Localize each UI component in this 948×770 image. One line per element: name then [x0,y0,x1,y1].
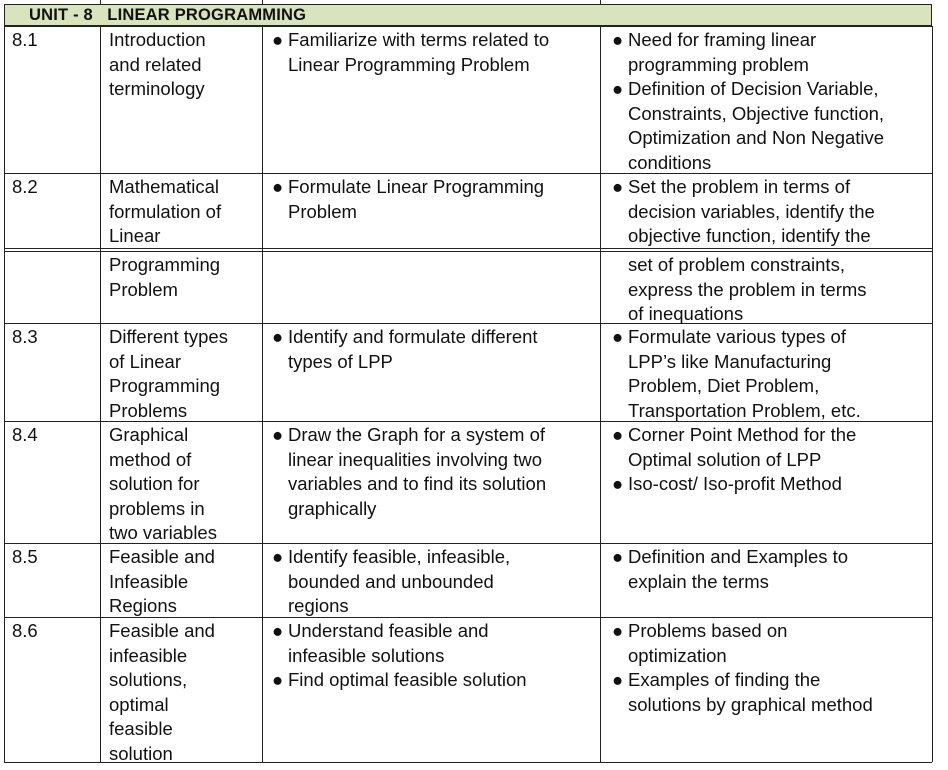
bullet-icon: ● [612,669,624,690]
unit-number: UNIT - 8 [29,6,93,24]
bullet-text [288,619,489,668]
bullet-text [628,77,884,175]
topic-cell [109,545,215,619]
bullet-text [288,545,510,619]
bullet-line: conditions [628,151,712,173]
bullet-line: Formulate Linear Programming [288,176,545,197]
content-cell [612,253,867,327]
unit-header-bar [4,4,932,26]
topic-line: infeasible [109,644,188,666]
bullet-icon: ● [612,29,624,50]
content-cell [612,619,873,717]
bullet-line: objective function, identify the [628,225,871,246]
bullet-text [628,175,875,249]
unit-header-title [29,6,306,25]
topic-line: Infeasible [109,570,189,592]
bullet-icon: ● [612,78,624,99]
bullet-line: linear inequalities involving two [288,448,543,470]
topic-line: Feasible and [109,546,215,567]
topic-line: terminology [109,78,205,99]
section-number: 8.2 [12,176,38,197]
topic-line: Linear [109,225,161,246]
bullet-text [628,253,867,327]
topic-cell [109,325,228,423]
bullet-icon: ● [612,620,624,641]
topic-line: solutions, [109,669,188,690]
row-divider [4,251,932,252]
content-cell [612,28,884,175]
topic-line: method of [109,448,192,470]
topic-line: Graphical [109,424,189,445]
topic-line: Introduction [109,29,206,50]
column-divider [932,26,933,762]
bullet-line: Problem, Diet Problem, [628,375,820,396]
bullet-line: Identify feasible, infeasible, [288,546,511,567]
bullet-line: infeasible solutions [288,644,445,666]
content-line: of inequations [628,303,744,324]
content-line: set of problem constraints, [628,254,845,275]
column-divider [100,26,101,762]
bullet-line: variables and to find its solution [288,473,547,494]
bullet-line: Find optimal feasible solution [288,669,527,690]
topic-line: two variables [109,522,217,543]
bullet-item [612,619,873,668]
bullet-line: Set the problem in terms of [628,176,851,197]
bullet-item [272,28,549,77]
bullet-line: Draw the Graph for a system of [288,424,546,445]
bullet-line: Need for framing linear [628,29,817,50]
bullet-line: Definition of Decision Variable, [628,78,879,99]
topic-line: Programming [109,254,221,275]
bullet-text [288,28,549,77]
bullet-icon: ● [612,546,624,567]
content-cell [612,423,856,497]
bullet-text [288,175,544,224]
topic-line: Problems [109,399,188,421]
bullet-line: Corner Point Method for the [628,424,857,445]
topic-line: Different types [109,326,228,347]
bullet-icon: ● [272,424,284,445]
unit-title: LINEAR PROGRAMMING [107,6,307,24]
topic-line: solution for [109,473,200,494]
bullet-icon: ● [272,620,284,641]
row-divider [4,26,932,27]
section-number: 8.5 [12,546,38,567]
bullet-line: explain the terms [628,570,769,592]
objectives-cell [272,325,538,374]
bullet-icon: ● [272,176,284,197]
content-line: express the problem in terms [628,278,867,300]
bullet-line: Optimal solution of LPP [628,448,822,470]
topic-line: Feasible and [109,620,215,641]
bullet-item [272,423,546,521]
column-divider [600,0,601,5]
bullet-line: programming problem [628,53,809,75]
column-divider [600,26,601,762]
bullet-text [288,423,546,521]
bullet-item [612,668,873,717]
topic-cell [109,423,217,546]
topic-line: optimal [109,693,169,715]
section-number: 8.3 [12,326,38,347]
bullet-icon: ● [612,326,624,347]
objectives-cell [272,423,546,521]
bullet-text [628,545,848,594]
bullet-item [612,423,856,472]
bullet-line: Iso-cost/ Iso-profit Method [628,473,842,494]
bullet-line: decision variables, identify the [628,200,875,222]
bullet-line: Familiarize with terms related to [288,29,550,50]
bullet-text [288,325,538,374]
bullet-item [272,668,527,693]
bullet-line: Examples of finding the [628,669,821,690]
bullet-line: Optimization and Non Negative [628,127,885,148]
content-cell [612,325,861,423]
bullet-line: Understand feasible and [288,620,489,641]
column-divider [262,0,263,5]
topic-cell [109,175,221,249]
bullet-text [288,668,527,693]
bullet-icon: ● [272,669,284,690]
topic-line: of Linear [109,350,181,372]
bullet-line: Transportation Problem, etc. [628,399,861,421]
content-cell [612,175,875,249]
bullet-text [628,325,861,423]
bullet-line: graphically [288,497,377,519]
objectives-cell [272,28,549,77]
bullet-icon: ● [272,326,284,347]
bullet-text [628,668,873,717]
bullet-item [612,77,884,175]
topic-line: problems in [109,497,205,519]
bullet-icon: ● [612,424,624,445]
objectives-cell [272,175,544,224]
bullet-line: Problem [288,200,357,222]
bullet-line: solutions by graphical method [628,693,873,715]
bullet-text [628,472,842,497]
topic-line: solution [109,742,173,764]
content-cell [612,545,848,594]
topic-line: Programming [109,375,221,396]
topic-line: feasible [109,718,173,739]
bullet-line: Problems based on [628,620,788,641]
bullet-line: LPP’s like Manufacturing [628,350,832,372]
section-number: 8.6 [12,620,38,641]
bullet-item [612,28,884,77]
topic-line: and related [109,53,202,75]
bullet-line: Identify and formulate different [288,326,538,347]
bullet-text [628,28,816,77]
bullet-line: Formulate various types of [628,326,846,347]
bullet-item [272,175,544,224]
topic-cell [109,619,215,766]
bullet-text [628,423,856,472]
bullet-icon: ● [612,176,624,197]
objectives-cell [272,619,527,693]
bullet-item [612,325,861,423]
bullet-line: bounded and unbounded [288,570,494,592]
bullet-item [272,619,527,668]
section-number: 8.4 [12,424,38,445]
column-divider [4,26,5,762]
bullet-icon: ● [272,29,284,50]
topic-line: formulation of [109,200,222,222]
bullet-line: Constraints, Objective function, [628,102,885,124]
topic-cell [109,28,206,102]
topic-cell [109,253,220,302]
topic-line: Regions [109,595,177,616]
bullet-item [612,472,856,497]
bullet-text [628,619,787,668]
bullet-line: Linear Programming Problem [288,53,530,75]
bullet-line: optimization [628,644,727,666]
topic-line: Problem [109,278,178,300]
bullet-item [612,175,875,249]
section-number: 8.1 [12,29,38,50]
bullet-item [272,545,510,619]
bullet-line: types of LPP [288,350,393,372]
objectives-cell [272,545,510,619]
column-divider [100,0,101,5]
bullet-item [612,545,848,594]
bullet-line: Definition and Examples to [628,546,849,567]
bullet-item [272,325,538,374]
topic-line: Mathematical [109,176,220,197]
bullet-line: regions [288,595,349,616]
bullet-icon: ● [612,473,624,494]
bullet-icon: ● [272,546,284,567]
column-divider [262,26,263,762]
